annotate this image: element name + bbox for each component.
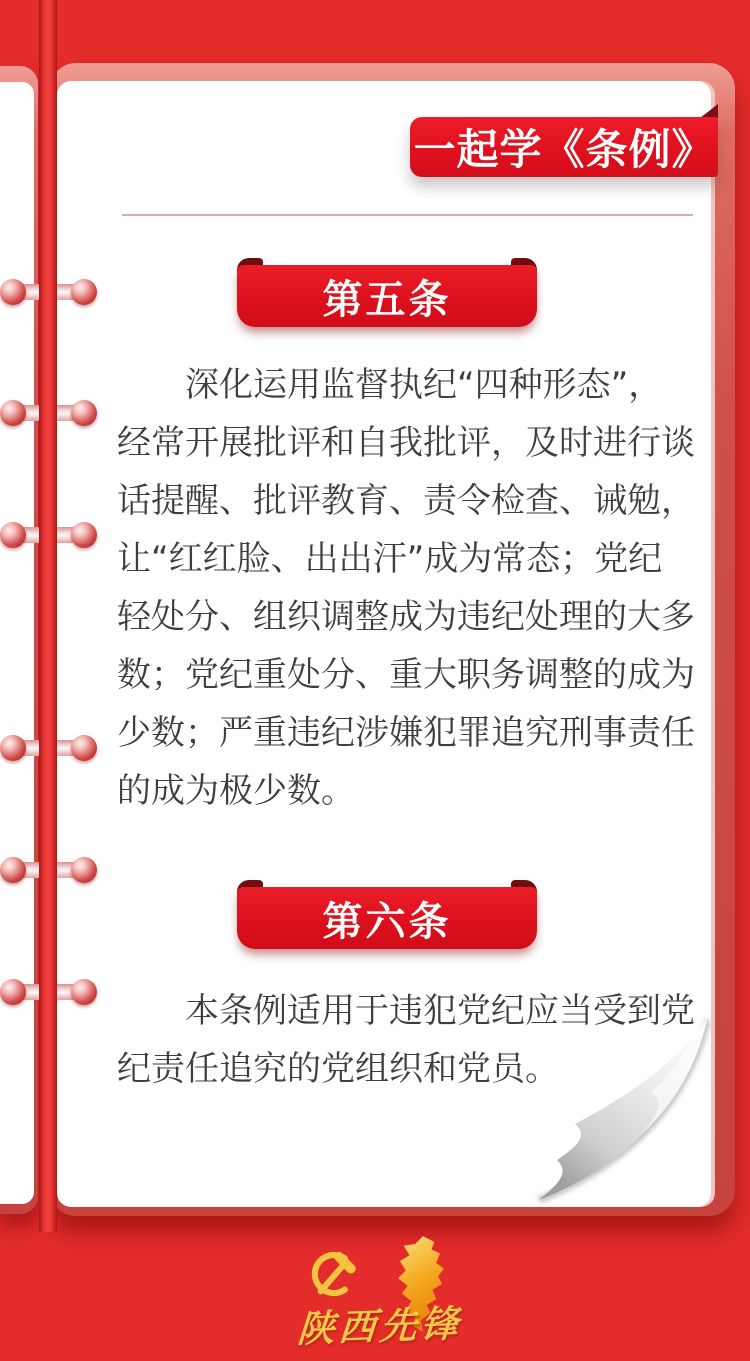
article6-ribbon — [237, 887, 537, 949]
ring-knob — [0, 279, 26, 305]
text-line: 经常开展批评和自我批评，及时进行谈 — [117, 423, 695, 463]
ring-knob — [0, 979, 26, 1005]
text-line: 少数；严重违纪涉嫌犯罪追究刑事责任 — [117, 713, 695, 753]
footer-logo — [285, 1232, 475, 1357]
article5-text — [117, 356, 701, 820]
ring-knob — [0, 522, 26, 548]
header-banner — [410, 117, 718, 177]
article5-title-box — [237, 265, 537, 327]
ring-knob — [71, 857, 97, 883]
article6-title-box — [237, 887, 537, 949]
article5-title: 第五条 — [322, 276, 452, 323]
left-page — [0, 82, 34, 1204]
ring-knob — [71, 400, 97, 426]
text-line: 数；党纪重处分、重大职务调整的成为 — [117, 655, 695, 695]
text-line: 纪责任追究的党组织和党员。 — [117, 1049, 559, 1089]
ring-knob — [71, 279, 97, 305]
ring-knob — [0, 735, 26, 761]
text-line: 的成为极少数。 — [117, 771, 355, 811]
ring-knob — [71, 735, 97, 761]
text-line: 深化运用监督执纪“四种形态”， — [185, 365, 663, 405]
binder-spine — [39, 0, 57, 1232]
ring-knob — [71, 522, 97, 548]
article6-title: 第六条 — [322, 898, 452, 945]
text-line: 让“红红脸、出出汗”成为常态；党纪 — [117, 539, 663, 579]
brand-calligraphy: 陕西先锋 — [295, 1302, 464, 1351]
divider-line — [122, 214, 693, 216]
text-line: 本条例适用于违犯党纪应当受到党 — [185, 991, 695, 1031]
ring-knob — [0, 400, 26, 426]
article5-ribbon — [237, 265, 537, 327]
text-line: 轻处分、组织调整成为违纪处理的大多 — [117, 597, 695, 637]
header-banner-label: 一起学《条例》 — [413, 125, 715, 174]
ring-knob — [0, 857, 26, 883]
text-line: 话提醒、批评教育、责令检查、诫勉， — [117, 481, 695, 521]
ring-knob — [71, 979, 97, 1005]
page-curl — [521, 1012, 711, 1207]
hammer-sickle-icon — [305, 1248, 357, 1300]
